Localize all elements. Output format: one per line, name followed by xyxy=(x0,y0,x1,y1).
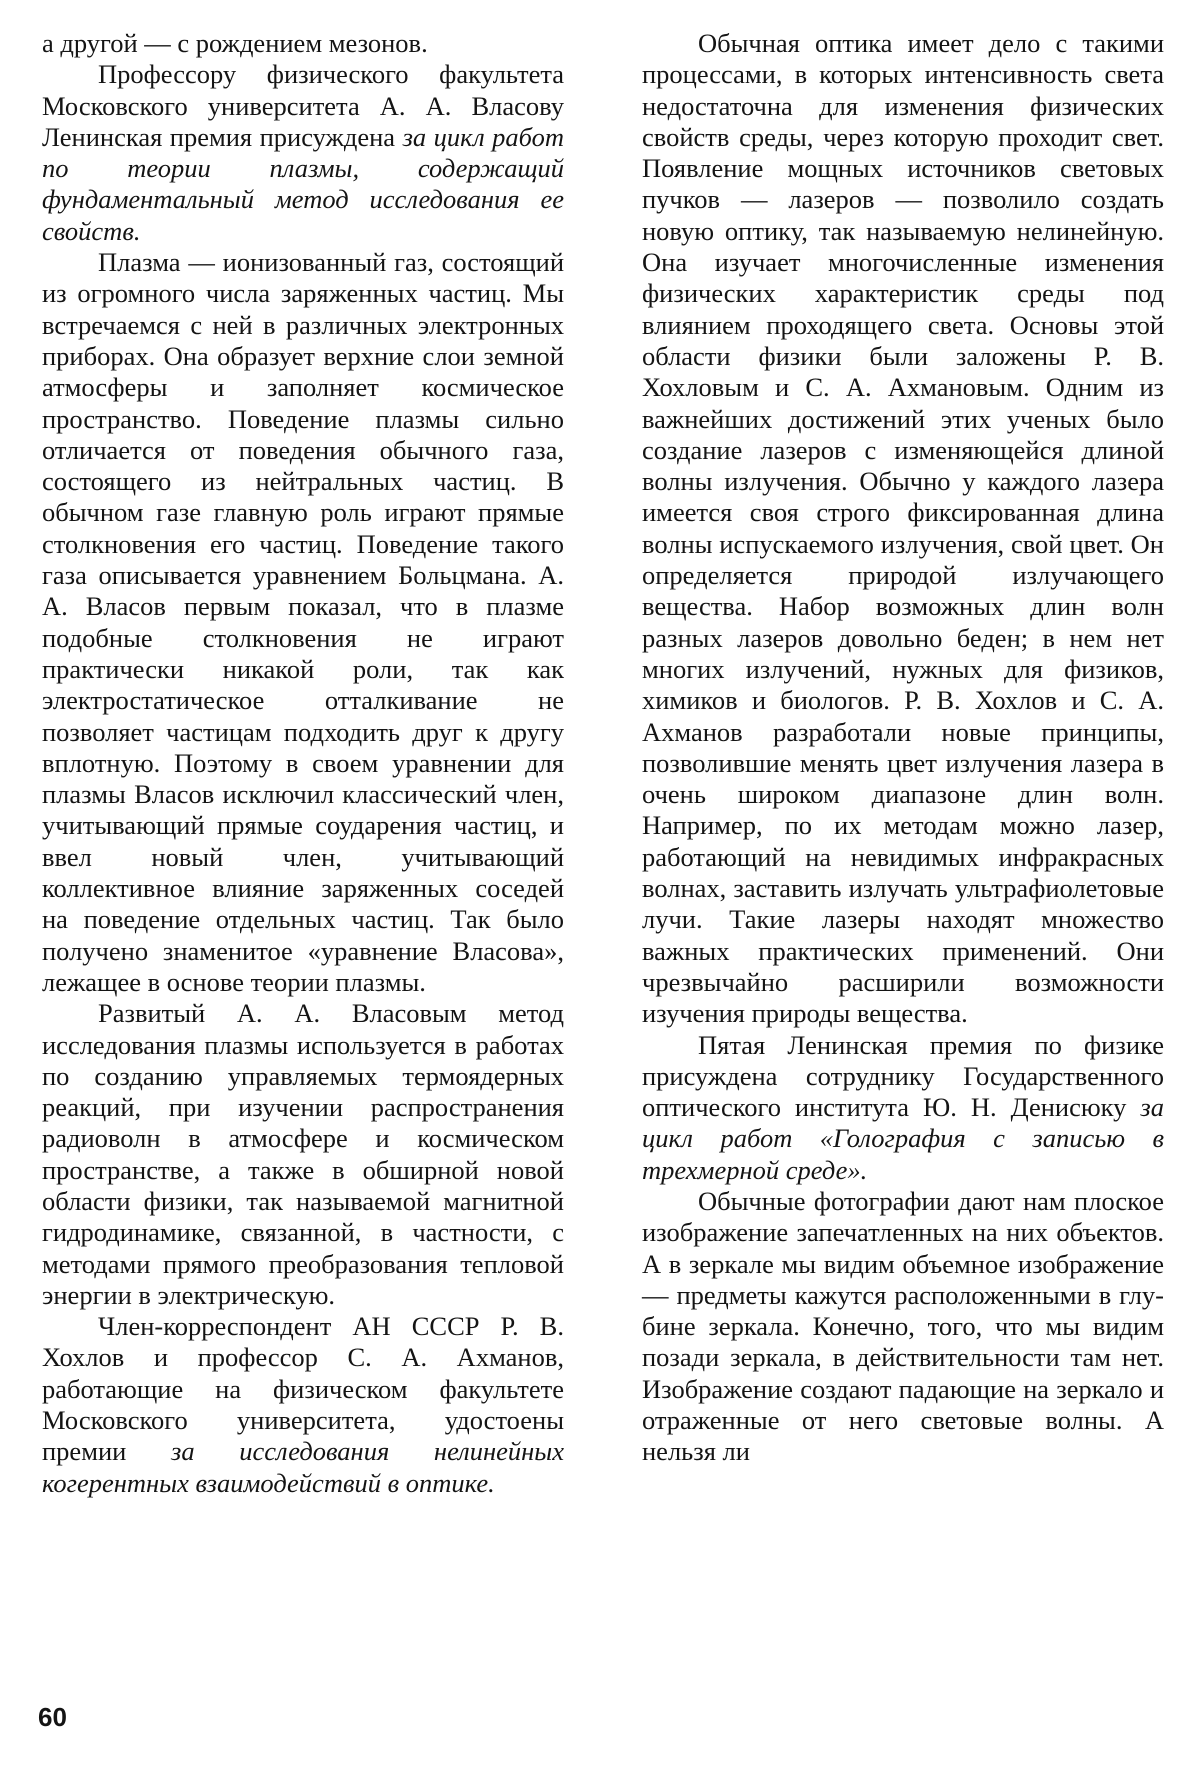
paragraph-plasma: Плазма — ионизованный газ, состоящий из огромного числа заряженных частиц. Мы встречаемся с ней в различных электронных приборах. Она образует верхние слои земной атмосферы и заполняет космическое пространство. Поведение плазмы сильно отличается от поведения обычного газа, состоящего из нейтральных частиц. В обычном газе главную роль играют прямые столкновения его частиц. Поведение такого газа описывается уравнением Больцмана. А. А. Власов первым показал, что в плазме подобные столкновения не играют практически никакой роли, так как электростатическое отталкивание не позволяет частицам подходить друг к другу вплотную. Поэтому в своем уравнении для плазмы Власов исключил классический член, учитывающий прямые соударения частиц, и ввел новый член, учитывающий коллективное влияние заряженных соседей на поведение отдельных частиц. Так было получено знаменитое «уравнение Власова», лежащее в основе теории плазмы. xyxy=(42,247,564,997)
paragraph-vlasov-method: Развитый А. А. Власовым метод исследования плазмы используется в работах по созданию управляемых термоядерных реакций, при изучении распространения радиоволн в атмосфере и космическом пространстве, а также в обширной новой области физики, так называемой магнитной гидродинамике, связанной, в частности, с методами прямого преобразования тепловой энергии в электрическую. xyxy=(42,998,564,1310)
paragraph-text: Член-корреспондент АН СССР Р. В. Хохлов и профессор С. А. Ахманов, работающие на физическом факультете Московского университета, удостоены премии xyxy=(42,1311,564,1467)
award-title-italic: за исследования нелинейных когерентных взаимодействий в оптике. xyxy=(42,1436,564,1498)
award-title-italic: за цикл работ по теории плазмы, содержащий фундаментальный метод исследования ее свойств. xyxy=(42,121,565,246)
paragraph-nonlinear-optics: Обычная оптика имеет дело с такими процессами, в которых интенсивность света недостаточна для изменения физических свойств среды, через которую проходит свет. Появление мощных источников световых пучков — лазеров — позволило создать новую оптику, так называемую нелинейную. Она изучает многочисленные изменения физических характеристик среды под влиянием проходящего света. Основы этой области физики были заложены Р. В. Хохловым и С. А. Ахмановым. Одним из важнейших достижений этих ученых было создание лазеров с изменяющейся длиной волны излучения. Обычно у каждого лазера имеется своя строго фиксированная длина волны испускаемого излучения, свой цвет. Он определяется природой излучающего вещества. Набор возможных длин волн разных лазеров довольно беден; в нем нет многих излучений, нужных для физиков, химиков и биологов. Р. В. Хохлов и С. А. Ахманов разработали новые принципы, позволившие менять цвет излучения лазера в очень широком диапазоне длин волн. Например, по их методам можно лазер, работающий на невидимых инфракрасных волнах, заставить излучать ультрафиолетовые лучи. Такие лазеры находят множество важных практических применений. Они чрезвычайно расширили возможности изучения природы вещества. xyxy=(642,28,1164,1029)
right-column xyxy=(642,28,1164,1468)
paragraph-denisyuk-award xyxy=(642,1030,1164,1186)
paragraph-continuation: а другой — с рождением мезонов. xyxy=(42,28,428,58)
page-number: 60 xyxy=(38,1702,67,1732)
paragraph-vlasov-award xyxy=(42,59,564,247)
paragraph-holography: Обычные фотографии дают нам плоское изображение запечатленных на них объектов. А в зеркале мы видим объемное изображение — предметы кажутся расположенными в глубине зеркала. Конечно, того, что мы видим позади зеркала, в действительности там нет. Изображение создают падающие на зеркало и отраженные от него световые волны. А нельзя ли xyxy=(642,1185,1164,1467)
award-title-italic: за цикл работ «Голография с записью в трехмерной среде». xyxy=(642,1092,1164,1185)
left-column xyxy=(42,28,564,1499)
paragraph-text: Профессору физического факультета Московского университета А. А. Власову Ленинская премия присуждена xyxy=(42,59,564,152)
paragraph-khokhlov-akhmanov-award xyxy=(42,1311,564,1499)
paragraph-text: Пятая Ленинская премия по физике присуждена сотруднику Государственного оптического института Ю. Н. Денисюку xyxy=(642,1029,1164,1123)
